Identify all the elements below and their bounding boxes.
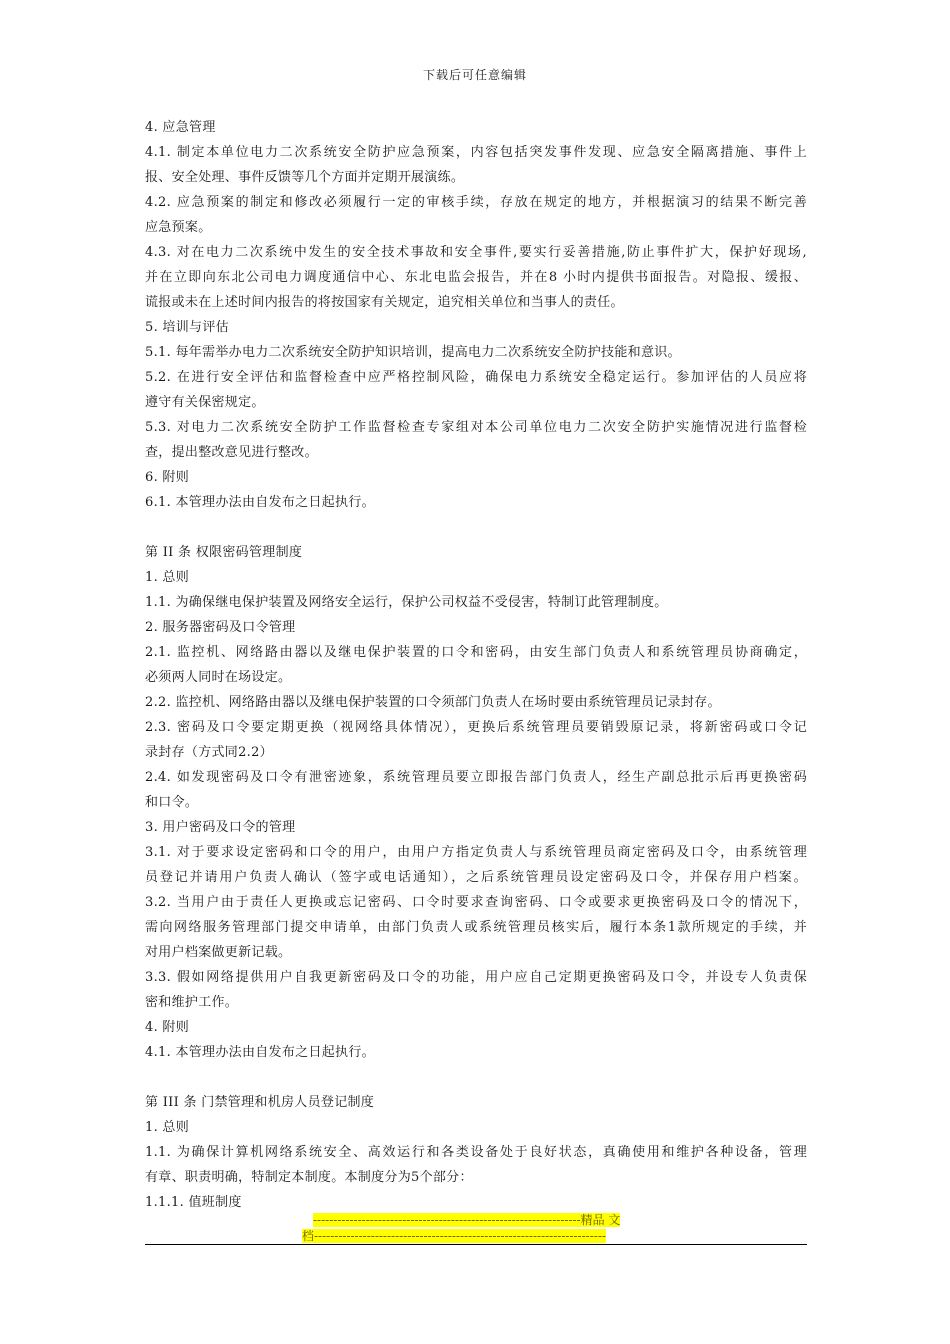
footer-divider <box>145 1244 807 1245</box>
text-line: 密和维护工作。 <box>145 995 239 1010</box>
text-line: 遵守有关保密规定。 <box>145 395 265 410</box>
text-line: 5.3. 对电力二次系统安全防护工作监督检查专家组对本公司单位电力二次安全防护实施情况进行监督检 <box>145 420 807 435</box>
text-line: 2.4. 如发现密码及口令有泄密迹象，系统管理员要立即报告部门负责人，经生产副总批示后再更换密码 <box>145 770 807 785</box>
text-line: 5. 培训与评估 <box>145 320 229 335</box>
text-line: 4.2. 应急预案的制定和修改必须履行一定的审核手续，存放在规定的地方，并根据演习的结果不断完善 <box>145 195 807 210</box>
text-line: 1. 总则 <box>145 570 190 585</box>
text-line: 2.2. 监控机、网络路由器以及继电保护装置的口令须部门负责人在场时要由系统管理员记录封存。 <box>145 695 721 710</box>
text-line: 3.1. 对于要求设定密码和口令的用户，由用户方指定负责人与系统管理员商定密码及口令，由系统管理 <box>145 845 807 860</box>
text-line: 2.1. 监控机、网络路由器以及继电保护装置的口令和密码，由安生部门负责人和系统管理员协商确定， <box>145 645 807 660</box>
text-line: 查，提出整改意见进行整改。 <box>145 445 318 460</box>
text-line: 2. 服务器密码及口令管理 <box>145 620 296 635</box>
text-line: 4.1. 本管理办法由自发布之日起执行。 <box>145 1045 375 1060</box>
text-line: 5.1. 每年需举办电力二次系统安全防护知识培训，提高电力二次系统安全防护技能和意识。 <box>145 345 681 360</box>
text-line: 4. 应急管理 <box>145 120 216 135</box>
text-line: 有章、职责明确，特制定本制度。本制度分为5个部分： <box>145 1170 473 1185</box>
text-line: 1.1.1. 值班制度 <box>145 1195 242 1210</box>
footer-watermark-line-2 <box>302 1228 950 1244</box>
text-line: 谎报或未在上述时间内报告的将按国家有关规定，追究相关单位和当事人的责任。 <box>145 295 624 310</box>
text-line: 4.1. 制定本单位电力二次系统安全防护应急预案，内容包括突发事件发现、应急安全隔离措施、事件上 <box>145 145 807 160</box>
text-line: 第 III 条 门禁管理和机房人员登记制度 <box>145 1095 375 1110</box>
text-line: 3. 用户密码及口令的管理 <box>145 820 296 835</box>
text-line: 对用户档案做更新记载。 <box>145 945 292 960</box>
footer-highlight-1: ------------------------------------------------------------------精品 文 <box>313 1213 621 1227</box>
text-line: 必须两人同时在场设定。 <box>145 670 292 685</box>
footer-watermark-line-1 <box>313 1212 950 1228</box>
text-line: 6. 附则 <box>145 470 190 485</box>
text-line: 和口令。 <box>145 795 199 810</box>
text-line: 员登记并请用户负责人确认（签字或电话通知），之后系统管理员设定密码及口令，并保存用户档案。 <box>145 870 807 885</box>
text-line: 3.3. 假如网络提供用户自我更新密码及口令的功能，用户应自己定期更换密码及口令，并设专人负责保 <box>145 970 807 985</box>
text-line: 报、安全处理、事件反馈等几个方面并定期开展演练。 <box>145 170 465 185</box>
text-line: 录封存（方式同2.2） <box>145 745 273 760</box>
text-line: 1. 总则 <box>145 1120 190 1135</box>
text-line: 6.1. 本管理办法由自发布之日起执行。 <box>145 495 375 510</box>
footer-highlight-2: 档------------------------------------------------------------------------ <box>302 1229 606 1243</box>
text-line: 2.3. 密码及口令要定期更换（视网络具体情况），更换后系统管理员要销毁原记录，将新密码或口令记 <box>145 720 807 735</box>
paragraph-gap <box>145 1065 807 1090</box>
text-line: 应急预案。 <box>145 220 212 235</box>
paragraph-gap <box>145 515 807 540</box>
text-line: 需向网络服务管理部门提交申请单，由部门负责人或系统管理员核实后，履行本条1款所规定的手续，并 <box>145 920 807 935</box>
text-line: 1.1. 为确保继电保护装置及网络安全运行，保护公司权益不受侵害，特制订此管理制度。 <box>145 595 668 610</box>
text-line: 1.1. 为确保计算机网络系统安全、高效运行和各类设备处于良好状态，真确使用和维护各种设备，管理 <box>145 1145 807 1160</box>
text-line: 5.2. 在进行安全评估和监督检查中应严格控制风险，确保电力系统安全稳定运行。参加评估的人员应将 <box>145 370 807 385</box>
page-header: 下载后可任意编辑 <box>422 68 527 82</box>
text-line: 4.3. 对在电力二次系统中发生的安全技术事故和安全事件,要实行妥善措施,防止事件扩大，保护好现场, <box>145 245 807 260</box>
text-line: 第 II 条 权限密码管理制度 <box>145 545 303 560</box>
text-line: 4. 附则 <box>145 1020 190 1035</box>
text-line: 3.2. 当用户由于责任人更换或忘记密码、口令时要求查询密码、口令或要求更换密码及口令的情况下， <box>145 895 807 910</box>
document-body <box>145 115 807 1215</box>
text-line: 并在立即向东北公司电力调度通信中心、东北电监会报告，并在8 小时内提供书面报告。对隐报、缓报、 <box>145 270 807 285</box>
